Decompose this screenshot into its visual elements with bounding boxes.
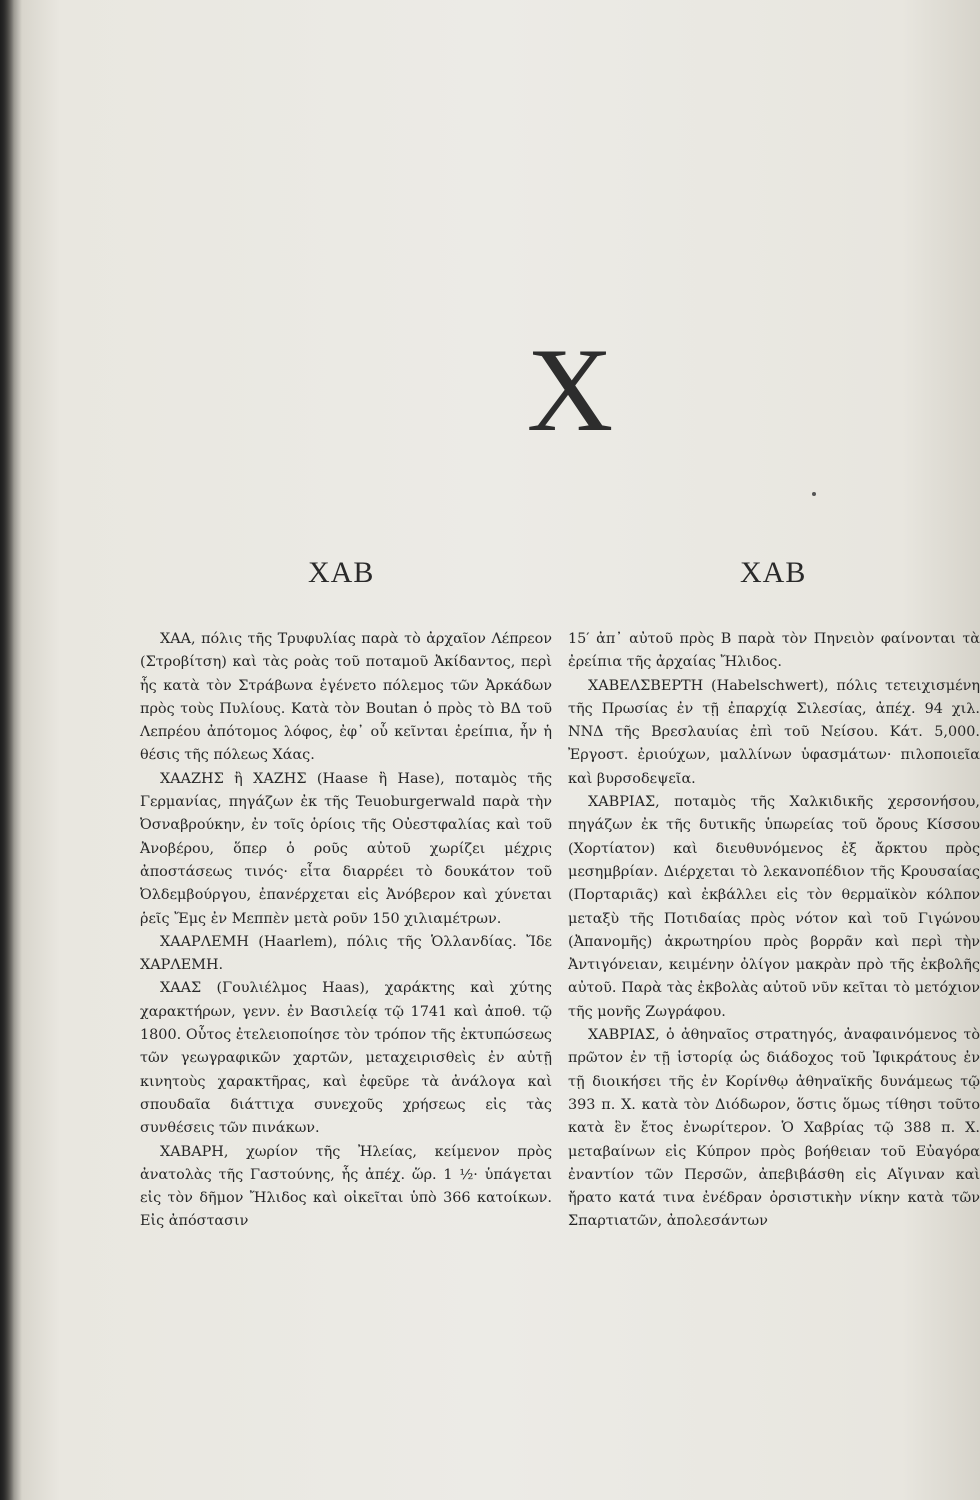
entry-havelsverti: ΧΑΒΕΛΣΒΕΡΤΗ (Habelschwert), πόλις τετειχισμένη τῆς Πρωσίας ἐν τῇ ἐπαρχίᾳ Σιλεσίας, ἀπέχ. 94 χιλ. ΝΝΔ τῆς Βρεσλαυίας ἐπὶ τοῦ Νείσου. Κάτ. 5,000. Ἐργοστ. ἐριούχων, μαλλίνων ὑφασμάτων· πιλοποιεῖα καὶ βυρσοδεψεῖα. <box>568 677 980 787</box>
entry-haarlem: ΧΑΑΡΛΕΜΗ (Haarlem), πόλις τῆς Ὁλλανδίας. Ἴδε ΧΑΡΛΕΜΗ. <box>140 933 552 974</box>
entry-haazis: ΧΑΑΖΗΣ ἢ ΧΑΖΗΣ (Haase ἢ Hase), ποταμὸς τῆς Γερμανίας, πηγάζων ἐκ τῆς Teuoburgerwald παρὰ τὴν Ὀσναβρούκην, ἐν τοῖς ὁρίοις τῆς Οὐεστφαλίας καὶ τοῦ Ἀνοβέρου, ὅπερ ὁ ροῦς αὐτοῦ χωρίζει μέχρις ἀποστάσεως τινός· εἶτα διαρρέει τὸ δουκάτον τοῦ Ὀλδεμβούργου, ἐπανέρχεται εἰς Ἀνόβερον καὶ χύνεται ῥεῖς Ἔμς ἐν Μεππὲν μετὰ ροῦν 150 χιλιαμέτρων. <box>140 770 552 927</box>
entry-havrias-general: ΧΑΒΡΙΑΣ, ὁ ἀθηναῖος στρατηγός, ἀναφαινόμενος τὸ πρῶτον ἐν τῇ ἱστορίᾳ ὡς διάδοχος τοῦ Ἰφικράτους ἐν τῇ διοικήσει τῆς ἐν Κορίνθῳ ἀθηναϊκῆς δυνάμεως τῷ 393 π. Χ. κατὰ τὸν Διόδωρον, ὅστις ὅμως τίθησι τοῦτο κατὰ ἓν ἔτος ἐνωρίτερον. Ὁ Χαβρίας τῷ 388 π. Χ. μεταβαίνων εἰς Κύπρον πρὸς βοήθειαν τοῦ Εὐαγόρα ἐναντίον τῶν Περσῶν, ἀπεβιβάσθη εἰς Αἴγιναν καὶ ἤρατο κατά τινα ἐνέδραν ὀρσιστικὴν νίκην κατὰ τῶν Σπαρτιατῶν, ἀπολεσάντων <box>568 1027 980 1230</box>
entry-havari: ΧΑΒΑΡΗ, χωρίον τῆς Ἠλείας, κείμενον πρὸς ἀνατολὰς τῆς Γαστούνης, ἧς ἀπέχ. ὥρ. 1 ½· ὑπάγεται εἰς τὸν δῆμον Ἤλιδος καὶ οἰκεῖται ὑπὸ 366 κατοίκων. Εἰς ἀπόστασιν <box>140 1143 552 1230</box>
ink-dot <box>812 492 816 496</box>
entry-havari-continued: 15′ ἀπ᾽ αὐτοῦ πρὸς Β παρὰ τὸν Πηνειὸν φαίνονται τὰ ἐρείπια τῆς ἀρχαίας Ἤλιδος. <box>568 631 980 671</box>
left-column <box>140 628 552 1234</box>
binding-shadow <box>0 0 14 1500</box>
right-column-header: ΧΑΒ <box>740 556 807 589</box>
entry-havrias-river: ΧΑΒΡΙΑΣ, ποταμὸς τῆς Χαλκιδικῆς χερσονήσου, πηγάζων ἐκ τῆς δυτικῆς ὑπωρείας τοῦ ὄρους Κίσσου (Χορτίατον) καὶ διευθυνόμενος ἐξ ἄρκτου πρὸς μεσημβρίαν. Διέρχεται τὸ λεκανοπέδιον τῆς Κρουσαίας (Πορταριᾶς) καὶ ἐκβάλλει εἰς τὸν θερμαϊκὸν κόλπον μεταξὺ τῆς Ποτιδαίας πρὸς νότον καὶ τοῦ Γιγώνου (Ἀπανομῆς) ἀκρωτηρίου πρὸς βορρᾶν καὶ περὶ τὴν Ἀντιγόνειαν, κειμένην ὀλίγον μακρὰν πρὸ τῆς ἐκβολῆς αὐτοῦ. Παρὰ τὰς ἐκβολὰς αὐτοῦ νῦν κεῖται τὸ μετόχιον τῆς μονῆς Ζωγράφου. <box>568 794 980 1020</box>
entry-haas: ΧΑΑΣ (Γουλιέλμος Haas), χαράκτης καὶ χύτης χαρακτήρων, γενν. ἐν Βασιλείᾳ τῷ 1741 καὶ ἀποθ. τῷ 1800. Οὗτος ἐτελειοποίησε τὸν τρόπον τῆς ἐκτυπώσεως τῶν γεωγραφικῶν χαρτῶν, μεταχειρισθεὶς ἐν αὐτῇ κινητοὺς χαρακτῆρας, καὶ ἐφεῦρε τὰ ἀνάλογα καὶ σπουδαῖα διάττιχα συνεχοῦς χρήσεως εἰς τὰς συνθέσεις τῶν πινάκων. <box>140 980 552 1137</box>
left-column-header: ΧΑΒ <box>308 556 375 589</box>
entry-haa: ΧΑΑ, πόλις τῆς Τρυφυλίας παρὰ τὸ ἀρχαῖον Λέπρεον (Στροβίτση) καὶ τὰς ροὰς τοῦ ποταμοῦ Ἀκίδαντος, περὶ ἧς κατὰ τὸν Στράβωνα ἐγένετο πόλεμος τῶν Ἀρκάδων πρὸς τοὺς Πυλίους. Κατὰ τὸν Boutan ὁ πρὸς τὸ ΒΔ τοῦ Λεπρέου ἀπότομος λόφος, ἐφ᾽ οὗ κεῖνται ἐρείπια, ἦν ἡ θέσις τῆς πόλεως Χάας. <box>140 631 552 764</box>
section-drop-letter: X <box>526 323 614 456</box>
right-column <box>568 628 980 1234</box>
